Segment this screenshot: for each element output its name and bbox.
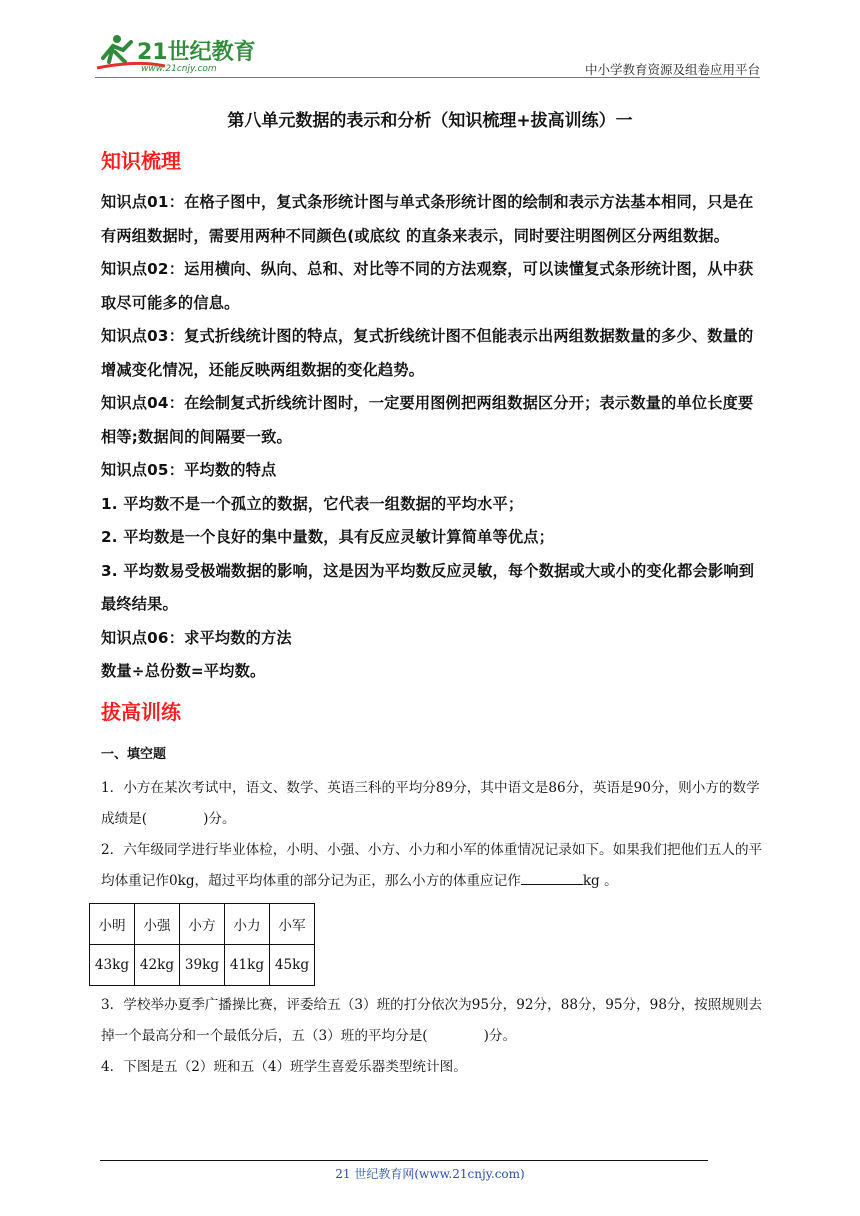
knowledge-point-05: 知识点05：平均数的特点 — [101, 461, 277, 479]
table-cell: 41kg — [225, 944, 270, 985]
knowledge-point-01: 知识点01：在格子图中，复式条形统计图与单式条形统计图的绘制和表示方法基本相同，只是在有两组数据时，需要用两种不同颜色(或底纹 的直条来表示，同时要注明图例区分两组数据。 — [101, 193, 754, 245]
header-divider — [95, 77, 760, 78]
platform-name: 中小学教育资源及组卷应用平台 — [584, 62, 760, 77]
table-cell: 43kg — [90, 944, 135, 985]
table-header-cell: 小明 — [90, 903, 135, 944]
document-title: 第八单元数据的表示和分析（知识梳理+拔高训练）一 — [227, 111, 633, 131]
knowledge-heading: 知识梳理 — [101, 149, 181, 173]
page-header — [95, 30, 760, 78]
knowledge-point-02: 知识点02：运用横向、纵向、总和、对比等不同的方法观察，可以读懂复式条形统计图，从中获取尽可能多的信息。 — [101, 260, 754, 312]
footer-divider — [100, 1160, 708, 1161]
knowledge-point-04: 知识点04：在绘制复式折线统计图时，一定要用图例把两组数据区分开；表示数量的单位长度要相等;数据间的间隔要一致。 — [101, 394, 754, 446]
average-feature-3: 3. 平均数易受极端数据的影响，这是因为平均数反应灵敏，每个数据或大或小的变化都会影响到最终结果。 — [101, 561, 755, 613]
average-formula: 数量÷总份数=平均数。 — [101, 662, 266, 680]
average-feature-1: 1. 平均数不是一个孤立的数据，它代表一组数据的平均水平； — [101, 494, 524, 513]
table-cell: 42kg — [135, 944, 180, 985]
knowledge-point-06: 知识点06：求平均数的方法 — [101, 628, 292, 647]
table-cell: 39kg — [180, 944, 225, 985]
site-logo[interactable] — [95, 30, 295, 74]
fill-blank-section-title: 一、填空题 — [101, 746, 167, 762]
question-2-text: 2．六年级同学进行毕业体检，小明、小强、小方、小力和小军的体重情况记录如下。如果我们把他们五人的平均体重记作0kg，超过平均体重的部分记为正，那么小方的体重应记作 — [101, 841, 763, 889]
table-row — [90, 944, 315, 985]
question-1-text: 1．小方在某次考试中，语文、数学、英语三科的平均分89分，其中语文是86分，英语是90分，则小方的数学成绩是( — [101, 779, 760, 827]
table-cell: 45kg — [270, 944, 315, 985]
table-row — [90, 903, 315, 944]
question-1-tail: )分。 — [203, 810, 236, 827]
question-3-tail: )分。 — [483, 1027, 517, 1044]
weight-table — [89, 903, 315, 986]
answer-blank-underline[interactable] — [521, 870, 583, 885]
question-4: 4．下图是五（2）班和五（4）班学生喜爱乐器类型统计图。 — [101, 1058, 467, 1075]
logo-url: www.21cnjy.com — [141, 64, 217, 74]
question-2 — [101, 835, 766, 897]
logo-text: 21世纪教育 — [137, 40, 256, 65]
knowledge-point-03: 知识点03：复式折线统计图的特点，复式折线统计图不但能表示出两组数据数量的多少、数量的增减变化情况，还能反映两组数据的变化趋势。 — [101, 327, 754, 379]
question-2-tail: kg 。 — [582, 872, 618, 889]
question-1 — [101, 773, 766, 835]
training-heading: 拔高训练 — [101, 699, 181, 724]
table-header-cell: 小强 — [135, 903, 180, 944]
table-header-cell: 小力 — [225, 903, 270, 944]
table-header-cell: 小方 — [180, 903, 225, 944]
table-header-cell: 小军 — [270, 903, 315, 944]
question-3-text: 3．学校举办夏季广播操比赛，评委给五（3）班的打分依次为95分，92分，88分，95分，98分，按照规则去掉一个最高分和一个最低分后，五（3）班的平均分是( — [101, 996, 763, 1044]
question-3 — [101, 990, 766, 1052]
footer-link[interactable]: 21 世纪教育网(www.21cnjy.com) — [335, 1167, 525, 1181]
average-feature-2: 2. 平均数是一个良好的集中量数，具有反应灵敏计算简单等优点； — [101, 528, 555, 546]
main-content — [94, 146, 766, 1083]
